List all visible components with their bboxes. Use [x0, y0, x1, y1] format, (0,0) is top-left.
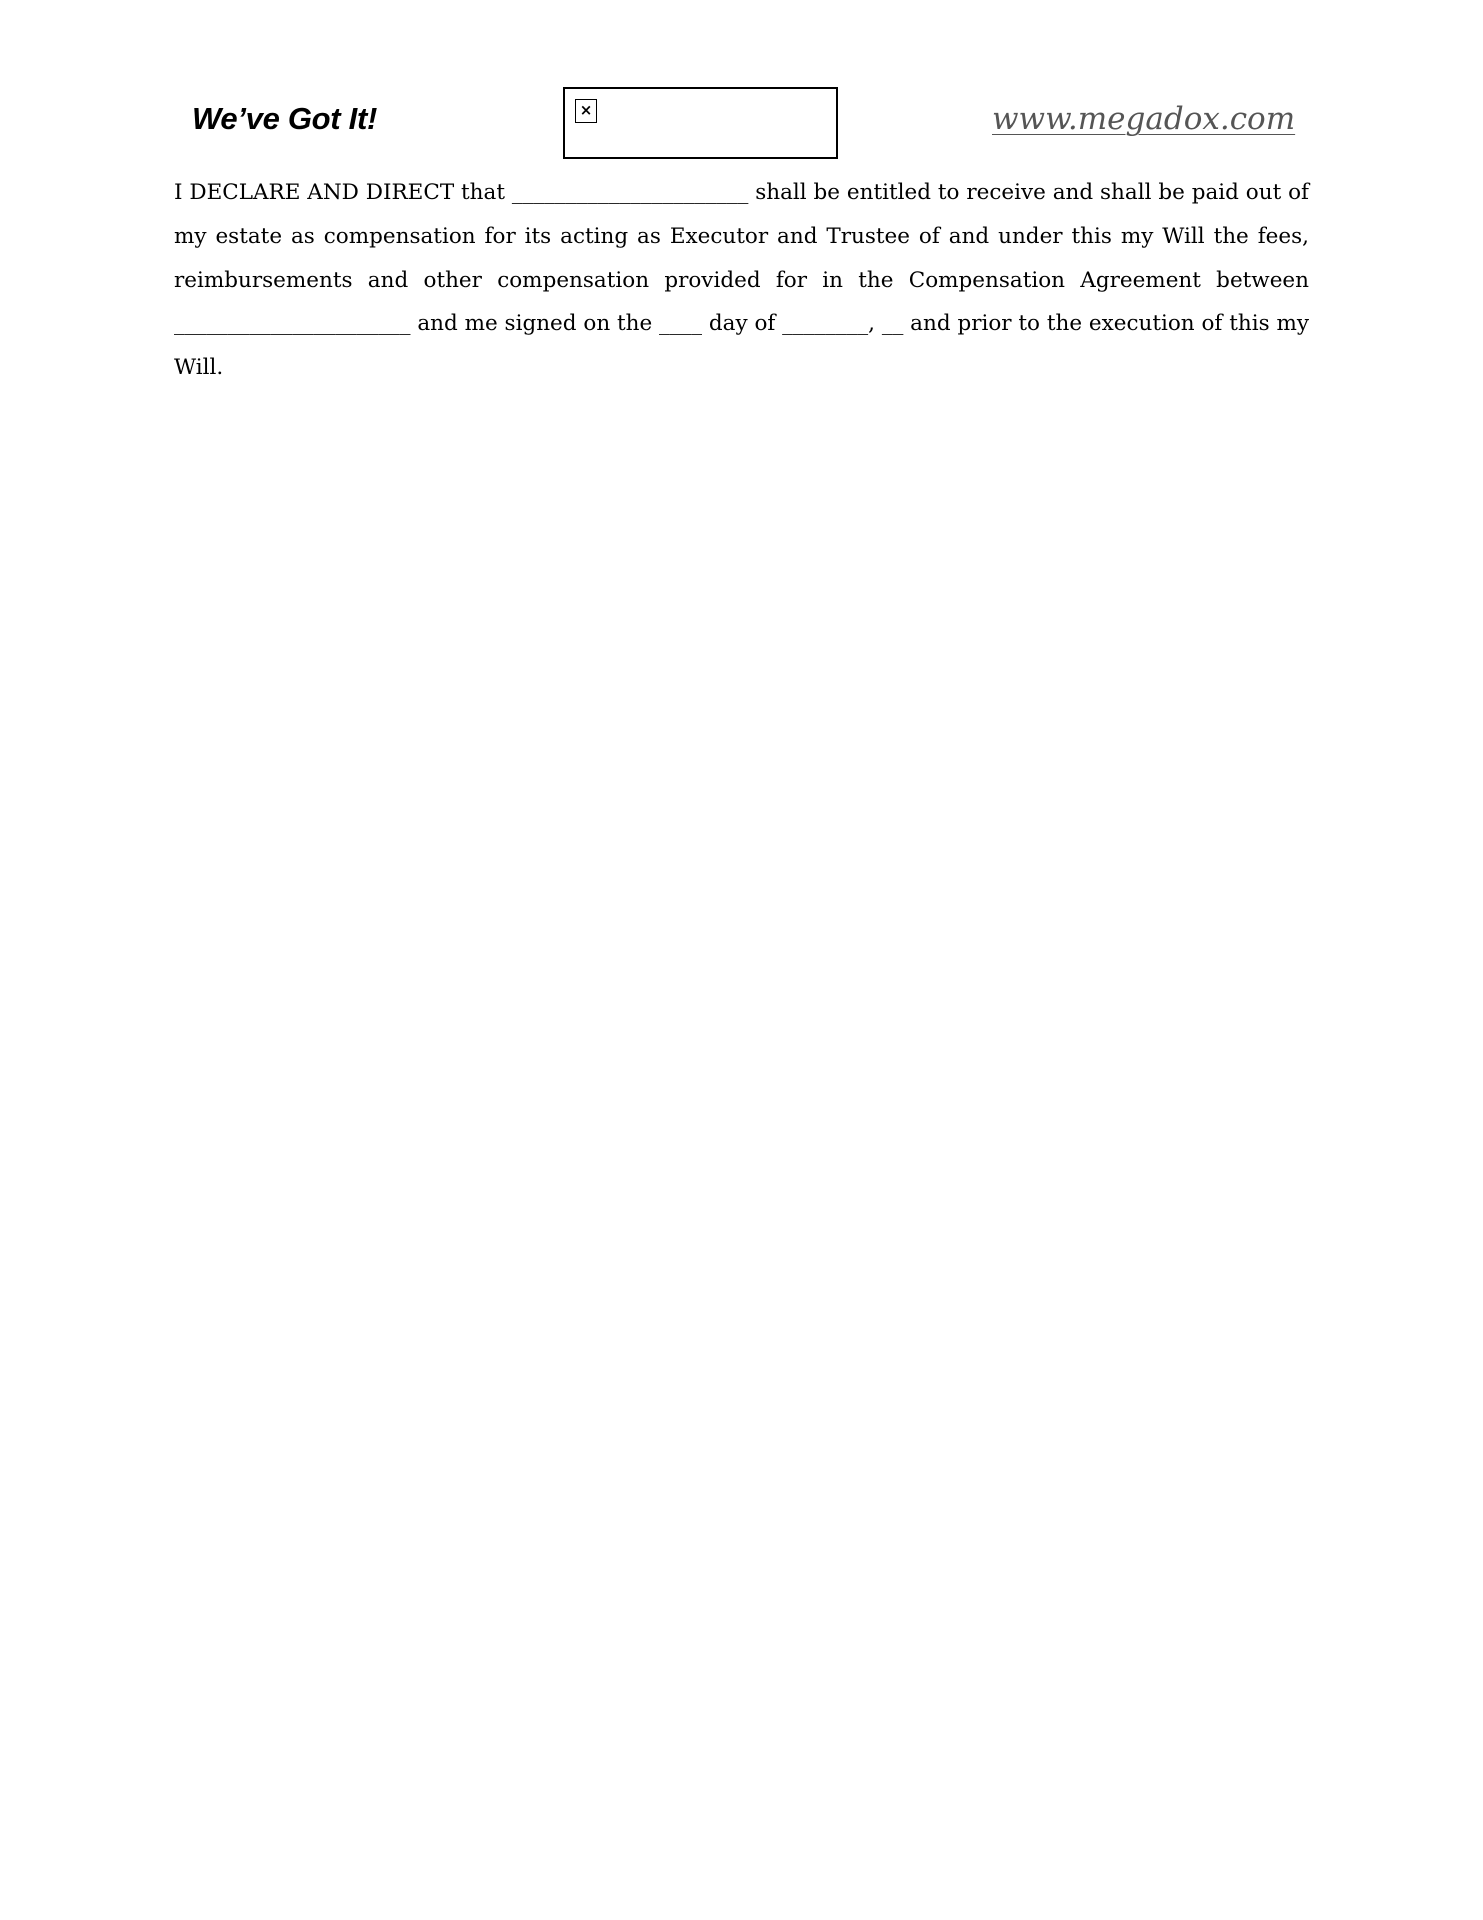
website-link[interactable]: www.megadox.com [992, 101, 1296, 137]
header-tagline: We’ve Got It! [192, 101, 377, 136]
broken-image-icon: × [575, 99, 597, 123]
header-image-placeholder [563, 87, 838, 159]
compensation-clause: I DECLARE AND DIRECT that ______________________ shall be entitled to receive and shall be paid out of my estate as compensation for its acting as Executor and Trustee of and under this my Will the fees, reimbursements and other compensation provided for in the Compensation Agreement between ______________________ and me signed on the ____ day of ________, __ and prior to the execution of this my Will. [174, 180, 1309, 381]
